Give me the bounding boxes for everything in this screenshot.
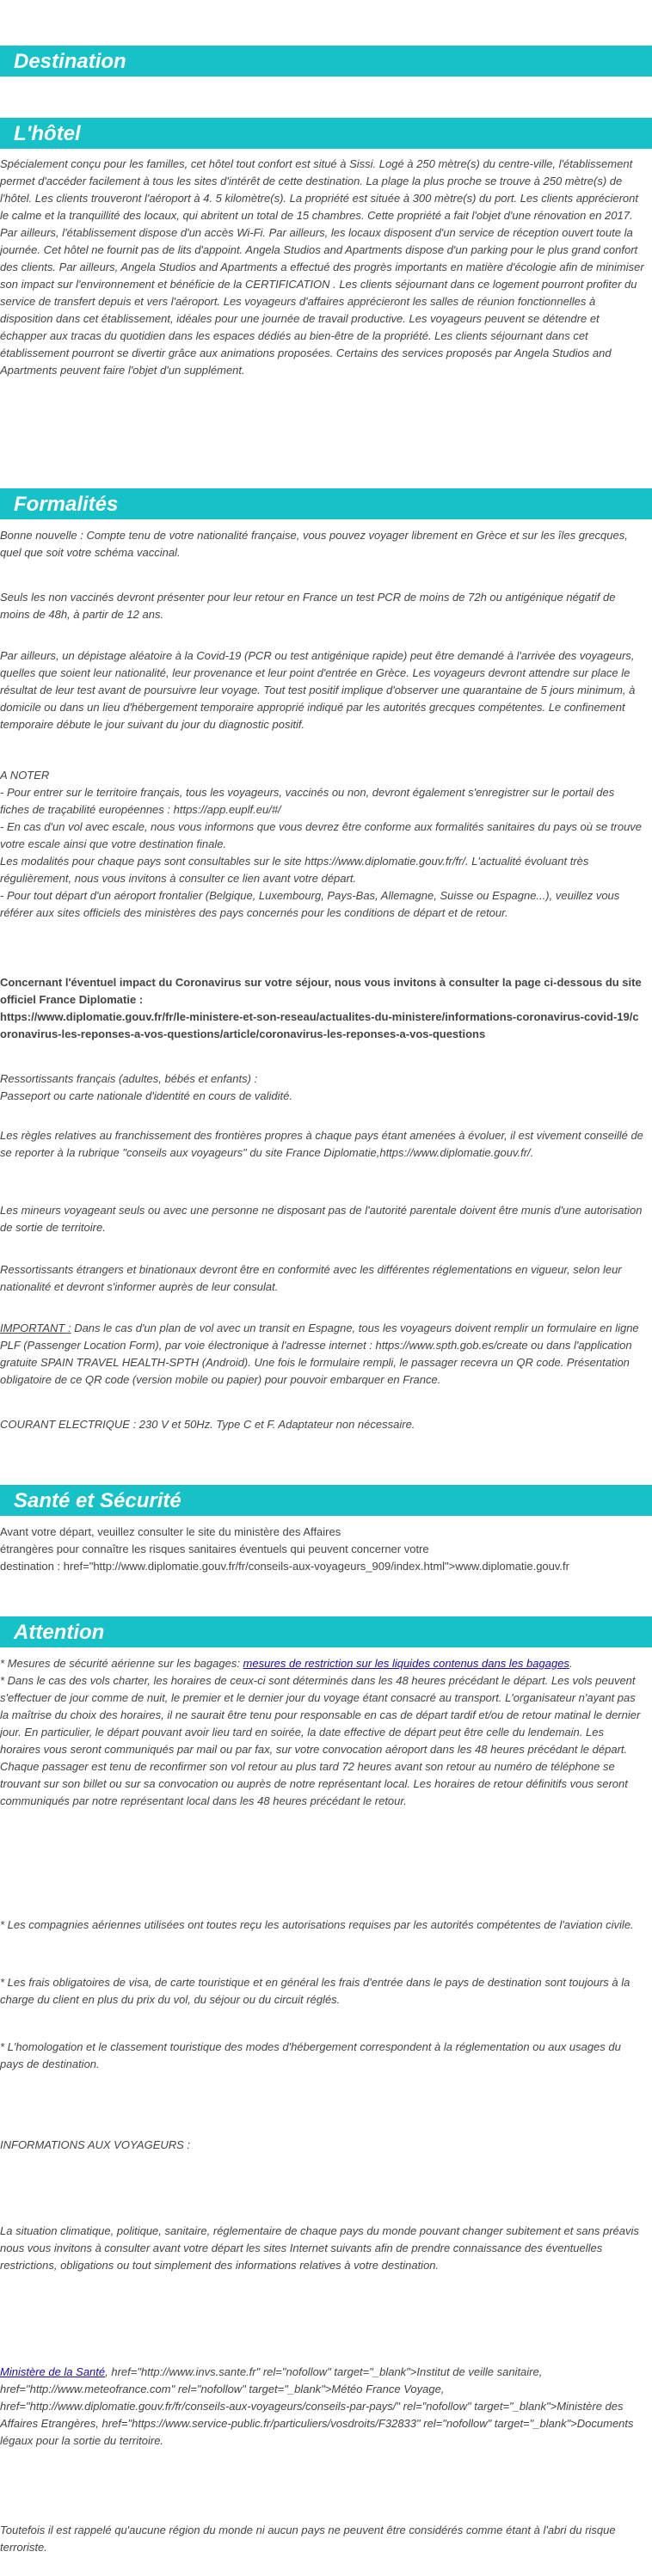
ressortissants-title: Ressortissants français (adultes, bébés et enfants) : (0, 1072, 258, 1085)
a-noter-item: Les modalités pour chaque pays sont consultables sur le site https://www.diplomatie.gouv.fr/fr/. L'actualité évoluant très régulièrement, nous vous invitons à consulter ce lien avant votre départ. (0, 855, 589, 885)
attention-vols-charter: * Dans le cas des vols charter, les horaires de ceux-ci sont déterminés dans les 48 heures précédant le départ. Les vols peuvent s'effectuer de jour comme de nuit, le premier et le dernier jour du voyage étant consacré au transport. L'organisateur n'ayant pas la maîtrise du choix des horaires, il ne saurait être tenu pour responsable en cas de départ tardif et/ou de retour matinal le dernier jour. En particulier, le départ pouvant avoir lieu tard en soirée, la date effective de départ peut être celle du lendemain. Les horaires vous seront communiqués par mail ou par fax, sur votre convocation aéroport dans les 48 heures précédant le départ. Chaque passager est tenu de reconfirmer son vol retour au plus tard 72 heures avant son retour au numéro de téléphone se trouvant sur son billet ou sur sa convocation ou auprès de notre représentant local. Les horaires de retour définitifs vous seront communiqués par notre représentant local dans les 48 heures précédant le retour. (0, 1674, 641, 1807)
liens-rest: , href="http://www.invs.sante.fr" rel="nofollow" target="_blank">Institut de veille sanitaire, href="http://www.meteofrance.com" rel="nofollow" target="_blank">Météo France Voyage, href="http://www.diplomatie.gouv.fr/fr/conseils-aux-voyageurs/conseils-par-pays/" rel="nofollow" target="_blank">Ministère des Affaires Etrangères, href="https://www.service-public.fr/particuliers/vosdroits/F32833" rel="nofollow" target="_blank">Documents légaux pour la sortie du territoire. (0, 2365, 634, 2447)
formalites-regles-frontieres: Les règles relatives au franchissement des frontières propres à chaque pays étant amenées à évoluer, il est vivement conseillé de se reporter à la rubrique "conseils aux voyageurs" du site France Diplomatie,https://www.diplomatie.gouv.fr/. (0, 1129, 643, 1159)
section-header-hotel: L'hôtel (0, 118, 652, 149)
mesures-prefix: * Mesures de sécurité aérienne sur les bagages: (0, 1657, 243, 1670)
a-noter-item: - Pour entrer sur le territoire français, tous les voyageurs, vaccinés ou non, devront également s'enregistrer sur le portail des fiches de traçabilité européennes : https://app.euplf.eu/#/ (0, 786, 615, 816)
attention-compagnies: * Les compagnies aériennes utilisées ont toutes reçu les autorisations requises par les autorités compétentes de l'aviation civile. (0, 1918, 634, 1931)
formalites-ressortissants (0, 1070, 645, 1105)
infos-liens (0, 2364, 645, 2450)
hotel-description: Spécialement conçu pour les familles, cet hôtel tout confort est situé à Sissi. Logé à 250 mètre(s) du centre-ville, l'établissement permet d'accéder facilement à tous les sites d'intérêt de cette destination. La plage la plus proche se trouve à 250 mètre(s) de l'hôtel. Les clients trouveront l'aéroport à 4. 5 kilomètre(s). La propriété est située à 300 mètre(s) du port. Les clients apprécieront le calme et la tranquillité des locaux, qui abritent un total de 15 chambres. Cette propriété a fait l'objet d'une rénovation en 2017. Par ailleurs, l'établissement dispose d'un accès Wi-Fi. Par ailleurs, les locaux disposent d'un service de réception ouvert toute la journée. Cet hôtel ne fournit pas de lits d'appoint. Angela Studios and Apartments dispose d'un parking pour le plus grand confort des clients. Par ailleurs, Angela Studios and Apartments a effectué des progrès importants en matière d'écologie afin de minimiser son impact sur l'environnement et bénéficie de la CERTIFICATION . Les clients séjournant dans ce logement pourront profiter du service de transfert depuis et vers l'aéroport. Les voyageurs d'affaires apprécieront les salles de réunion fonctionnelles à disposition dans cet établissement, idéales pour une journée de travail productive. Les voyageurs peuvent se détendre et échapper aux tracas du quotidien dans les espaces dédiés au bien-être de la propriété. Les clients séjournant dans cet établissement pourront se divertir grâce aux animations proposées. Certains des services proposés par Angela Studios and Apartments peuvent faire l'objet d'un supplément. (0, 157, 644, 377)
situation-line: La situation climatique, politique, sanitaire, réglementaire de chaque pays du monde pouvant changer subitement et sans préavis (0, 2224, 639, 2237)
section-header-formalites: Formalités (0, 488, 652, 519)
situation-line: nous vous invitons à consulter avant votre départ les sites Internet suivants afin de prendre connaissance des éventuelles restrictions, obligations ou tout simplement des informations relatives à votre destination. (0, 2242, 603, 2272)
important-text: Dans le cas d'un plan de vol avec un transit en Espagne, tous les voyageurs doivent remplir un formulaire en ligne PLF (Passenger Location Form), par voie électronique à l'adresse internet : https://www.spth.gob.es/create ou dans l'application gratuite SPAIN TRAVEL HEALTH-SPTH (Android). Une fois le formulaire rempli, le passager recevra un QR code. Présentation obligatoire de ce QR code (version mobile ou papier) pour pouvoir embarquer en France. (0, 1322, 639, 1386)
section-header-sante: Santé et Sécurité (0, 1485, 652, 1516)
attention-frais: * Les frais obligatoires de visa, de carte touristique et en général les frais d'entrée dans le pays de destination sont toujours à la charge du client en plus du prix du vol, du séjour ou du circuit réglés. (0, 1976, 630, 2006)
sante-text (0, 1524, 645, 1575)
formalites-coronavirus (0, 974, 645, 1043)
formalites-depistage: Par ailleurs, un dépistage aléatoire à la Covid-19 (PCR ou test antigénique rapide) peut être demandé à l'arrivée des voyageurs, quelles que soient leur nationalité, leur provenance et leur point d'entrée en Grèce. Les voyageurs devront attendre sur place le résultat de leur test avant de poursuivre leur voyage. Tout test positif implique d'observer une quarantaine de 5 jours minimum, à domicile ou dans un lieu d'hébergement temporaire approprié indiqué par les autorités grecques compétentes. Le confinement temporaire débute le jour suivant du jour du diagnostic positif. (0, 649, 636, 731)
section-header-attention: Attention (0, 1616, 652, 1647)
infos-voyageurs-title: INFORMATIONS AUX VOYAGEURS : (0, 2138, 191, 2151)
sante-line: destination : href="http://www.diplomatie.gouv.fr/fr/conseils-aux-voyageurs_909/index.html">www.diplomatie.gouv.fr (0, 1560, 569, 1573)
formalites-vaccination-note: Bonne nouvelle : Compte tenu de votre nationalité française, vous pouvez voyager librement en Grèce et sur les îles grecques, quel que soit votre schéma vaccinal. (0, 529, 628, 559)
attention-mesures-bagages (0, 1655, 645, 1672)
sante-line: Avant votre départ, veuillez consulter le site du ministère des Affaires (0, 1525, 341, 1538)
a-noter-item: - En cas d'un vol avec escale, nous vous informons que vous devrez être conforme aux formalités sanitaires du pays où se trouve votre escale ainsi que votre destination finale. (0, 820, 643, 850)
coronavirus-url[interactable]: https://www.diplomatie.gouv.fr/fr/le-ministere-et-son-reseau/actualites-du-ministere/informations-coronavirus-covid-19/coronavirus-les-reponses-a-vos-questions/article/coronavirus-les-reponses-a-vos-questions (0, 1010, 639, 1040)
attention-terrorisme: Toutefois il est rappelé qu'aucune région du monde ni aucun pays ne peuvent être considérés comme étant à l'abri du risque terroriste. (0, 2524, 616, 2554)
formalites-a-noter (0, 767, 645, 922)
formalites-courant-electrique: COURANT ELECTRIQUE : 230 V et 50Hz. Type C et F. Adaptateur non nécessaire. (0, 1418, 415, 1431)
sante-line: étrangères pour connaître les risques sanitaires éventuels qui peuvent concerner votre (0, 1543, 429, 1555)
mesures-restriction-link[interactable]: mesures de restriction sur les liquides contenus dans les bagages (243, 1657, 569, 1670)
a-noter-title: A NOTER (0, 769, 50, 782)
ministere-sante-link[interactable]: Ministère de la Santé (0, 2365, 106, 2378)
mesures-suffix: . (569, 1657, 573, 1670)
section-header-destination: Destination (0, 46, 652, 77)
important-label: IMPORTANT : (0, 1322, 71, 1334)
formalites-etrangers: Ressortissants étrangers et binationaux devront être en conformité avec les différentes réglementations en vigueur, selon leur nationalité et devront s'informer auprès de leur consulat. (0, 1263, 622, 1293)
formalites-mineurs: Les mineurs voyageant seuls ou avec une personne ne disposant pas de l'autorité parentale doivent être munis d'une autorisation de sortie de territoire. (0, 1204, 643, 1234)
coronavirus-intro: Concernant l'éventuel impact du Coronavirus sur votre séjour, nous vous invitons à consulter la page ci-dessous du site officiel France Diplomatie : (0, 976, 642, 1006)
formalites-important (0, 1320, 645, 1389)
attention-homologation: * L'homologation et le classement touristique des modes d'hébergement correspondent à la réglementation ou aux usages du pays de destination. (0, 2040, 621, 2070)
formalites-test-retour: Seuls les non vaccinés devront présenter pour leur retour en France un test PCR de moins de 72h ou antigénique négatif de moins de 48h, à partir de 12 ans. (0, 591, 616, 621)
infos-situation (0, 2223, 645, 2274)
ressortissants-text: Passeport ou carte nationale d'identité en cours de validité. (0, 1089, 292, 1102)
a-noter-item: - Pour tout départ d'un aéroport frontalier (Belgique, Luxembourg, Pays-Bas, Allemagne, Suisse ou Espagne...), veuillez vous référer aux sites officiels des ministères des pays concernés pour les conditions de départ et de retour. (0, 889, 620, 919)
